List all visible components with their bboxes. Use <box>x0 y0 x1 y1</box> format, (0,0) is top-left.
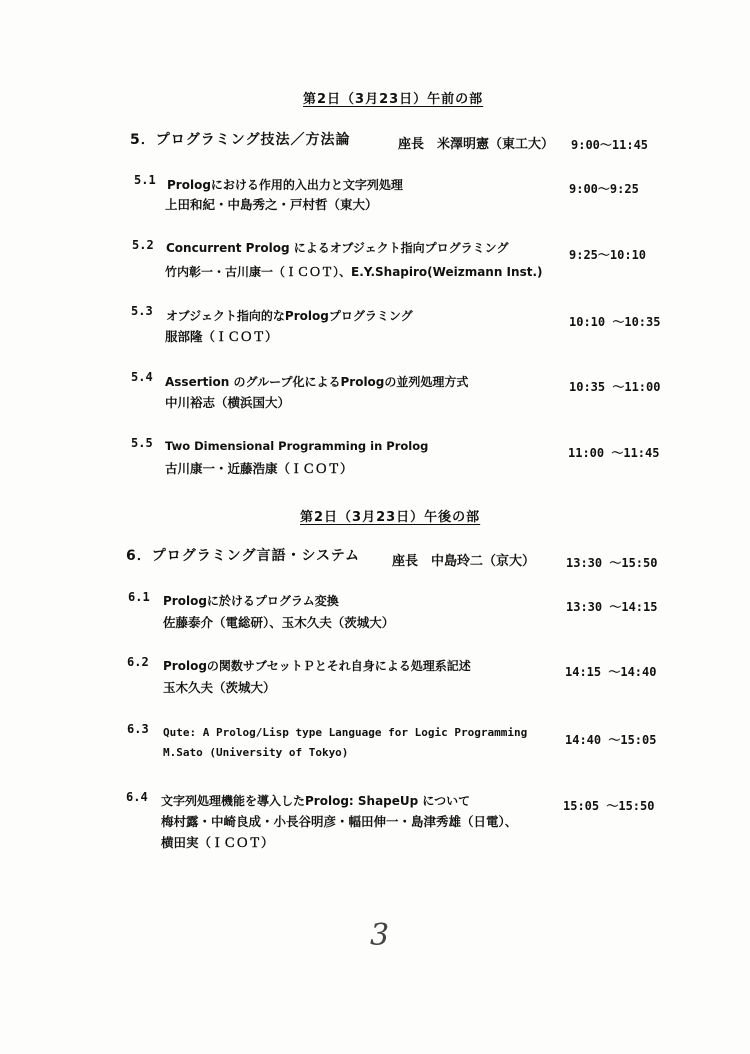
talk-5-2-number: 5.2 <box>132 238 154 252</box>
talk-5-4-authors: 中川裕志（横浜国大） <box>165 395 291 410</box>
talk-6-1-time: 13:30 ～14:15 <box>566 600 658 614</box>
talk-6-4-time: 15:05 ～15:50 <box>563 799 655 813</box>
talk-6-4-authors-line-2: 横田実（ＩＣＯＴ） <box>161 835 274 850</box>
section-5-chair: 座長 米澤明憲（東工大） <box>398 137 555 152</box>
talk-6-3-time: 14:40 ～15:05 <box>565 733 657 747</box>
talk-6-1-authors: 佐藤泰介（電総研）、玉木久夫（茨城大） <box>163 615 395 630</box>
talk-5-2-authors: 竹内彰一・古川康一（ＩＣＯＴ）、E.Y.Shapiro(Weizmann Inst.) <box>165 265 543 279</box>
talk-6-2-time: 14:15 ～14:40 <box>565 665 657 679</box>
talk-5-1-number: 5.1 <box>134 173 156 187</box>
talk-5-1-time: 9:00～9:25 <box>569 182 639 196</box>
talk-6-3-authors: M.Sato (University of Tokyo) <box>163 746 349 759</box>
talk-6-4-title: 文字列処理機能を導入したProlog: ShapeUp について <box>161 794 471 808</box>
section-5-title: 5．プログラミング技法／方法論 <box>130 132 351 148</box>
talk-5-5-title: Two Dimensional Programming in Prolog <box>165 439 429 453</box>
morning-header: 第2日（3月23日）午前の部 <box>303 92 484 107</box>
section-6-time: 13:30 ～15:50 <box>566 556 658 570</box>
talk-6-3-title: Qute: A Prolog/Lisp type Language for Logic Programming <box>163 726 528 739</box>
talk-5-3-number: 5.3 <box>131 304 153 318</box>
talk-5-4-time: 10:35 ～11:00 <box>569 380 661 394</box>
talk-5-3-title: オブジェクト指向的なPrologプログラミング <box>166 309 413 323</box>
talk-5-1-title: Prologにおける作用的入出力と文字列処理 <box>167 178 403 192</box>
talk-5-2-time: 9:25～10:10 <box>569 248 647 262</box>
talk-6-2-title: Prologの関数サブセットＰとそれ自身による処理系記述 <box>163 659 471 673</box>
talk-5-5-authors: 古川康一・近藤浩康（ＩＣＯＴ） <box>165 461 353 476</box>
talk-6-4-authors-line-1: 梅村露・中崎良成・小長谷明彦・幅田伸一・島津秀雄（日電）、 <box>161 814 518 829</box>
talk-6-3-number: 6.3 <box>127 722 149 736</box>
afternoon-header: 第2日（3月23日）午後の部 <box>300 510 481 525</box>
talk-5-5-time: 11:00 ～11:45 <box>568 446 660 460</box>
talk-5-5-number: 5.5 <box>131 436 153 450</box>
talk-6-2-authors: 玉木久夫（茨城大） <box>163 680 276 695</box>
talk-6-1-title: Prologに於けるプログラム変換 <box>163 594 339 608</box>
talk-5-3-authors: 服部隆（ＩＣＯＴ） <box>165 329 278 344</box>
talk-5-3-time: 10:10 ～10:35 <box>569 315 661 329</box>
talk-5-2-title: Concurrent Prolog によるオブジェクト指向プログラミング <box>166 241 509 255</box>
talk-5-4-number: 5.4 <box>131 370 153 384</box>
talk-6-1-number: 6.1 <box>128 590 150 604</box>
section-5-time: 9:00～11:45 <box>571 138 649 152</box>
talk-5-4-title: Assertion のグループ化によるPrologの並列処理方式 <box>165 375 469 389</box>
talk-6-4-number: 6.4 <box>126 790 148 804</box>
section-6-title: 6．プログラミング言語・システム <box>126 548 361 564</box>
page-number: 3 <box>370 918 390 953</box>
talk-5-1-authors: 上田和紀・中島秀之・戸村哲（東大） <box>165 197 378 212</box>
section-6-chair: 座長 中島玲二（京大） <box>392 554 536 569</box>
talk-6-2-number: 6.2 <box>127 655 149 669</box>
